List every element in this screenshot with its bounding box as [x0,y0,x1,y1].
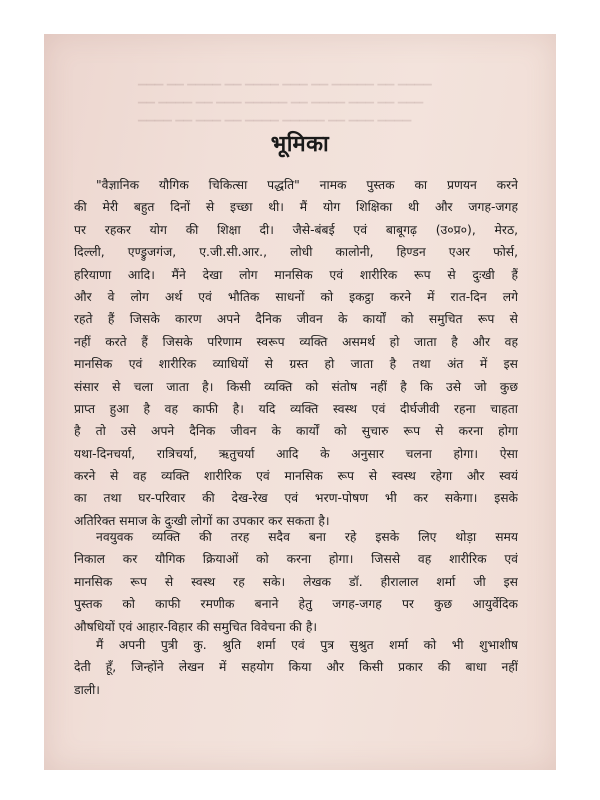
book-page [44,34,556,770]
text-line: निकाल कर यौगिक क्रियाओं को करना होगा। जिससे वह शारीरिक एवं [74,552,518,567]
text-line: संसार से चला जाता है। किसी व्यक्ति को संतोष नहीं है कि उसे जो कुछ [74,379,518,394]
paragraph-2 [74,526,518,638]
text-line: मैं अपनी पुत्री कु. श्रुति शर्मा एवं पुत्र सुश्रुत शर्मा को भी शुभाशीष [96,638,518,652]
text-line: नवयुवक व्यक्ति की तरह सदैव बना रहे इसके लिए थोड़ा समय [96,530,518,544]
text-line: औषधियों एवं आहार-विहार की समुचित विवेचना की है। [74,619,318,634]
text-line: देती हूँ, जिन्होंने लेखन में सहयोग किया और किसी प्रकार की बाधा नहीं [74,660,518,675]
text-line: करने से वह व्यक्ति शारीरिक एवं मानसिक रूप से स्वस्थ रहेगा और स्वयं [74,469,518,484]
page-title: भूमिका [270,132,330,157]
text-line: का तथा घर-परिवार की देख-रेख एवं भरण-पोषण भी कर सकेगा। इसके [74,491,518,506]
text-line: नहीं करते हैं जिसके परिणाम स्वरूप व्यक्ति असमर्थ हो जाता है और वह [74,334,518,349]
text-line: पर रहकर योग की शिक्षा दी। जैसे-बंबई एवं बाबूगढ़ (उ०प्र०), मेरठ, [74,222,518,237]
text-line: पुस्तक को काफी रमणीक बनाने हेतु जगह-जगह पर कुछ आयुर्वेदिक [74,597,518,612]
text-line: प्राप्त हुआ है वह काफी है। यदि व्यक्ति स्वस्थ एवं दीर्घजीवी रहना चाहता [74,401,518,416]
text-line: मानसिक रूप से स्वस्थ रह सके। लेखक डॉ. हीरालाल शर्मा जी इस [74,574,518,589]
text-line: यथा-दिनचर्या, रात्रिचर्या, ऋतुचर्या आदि के अनुसार चलना होगा। ऐसा [74,446,518,461]
text-line: रहते हैं जिसके कारण अपने दैनिक जीवन के कार्यों को समुचित रूप से [74,312,518,327]
paragraph-1 [74,174,518,532]
paragraph-3 [74,634,518,701]
text-line: है तो उसे अपने दैनिक जीवन के कार्यों को सुचारु रूप से करना होगा [74,424,518,439]
text-line: और वे लोग अर्थ एवं भौतिक साधनों को इकट्ठा करने में रात-दिन लगे [74,289,518,304]
text-line: हरियाणा आदि। मैंने देखा लोग मानसिक एवं शारीरिक रूप से दुःखी हैं [74,267,518,282]
text-line: मानसिक एवं शारीरिक व्याधियों से ग्रस्त हो जाता है तथा अंत में इस [74,357,518,372]
text-line: अतिरिक्त समाज के दुःखी लोगों का उपकार कर सकता है। [74,513,330,528]
text-line: की मेरी बहुत दिनों से इच्छा थी। मैं योग शिक्षिका थी और जगह-जगह [74,200,518,215]
bleed-through-texture: ▔▔▔ ▔▔ ▔▔▔▔ ▔▔ ▔▔▔▔ ▔▔▔ ▔▔ ▔▔▔▔▔ ▔▔ ▔▔▔▔ ▔▔ ▔▔▔▔ ▔▔ ▔▔▔ ▔▔▔▔▔ ▔▔ ▔▔▔▔ ▔▔▔ ▔▔ ▔▔▔ ▔▔▔▔ ▔▔ ▔▔▔ ▔▔ ▔▔▔▔ ▔▔▔▔▔ ▔▔ ▔▔▔ ▔▔▔▔ [138,84,432,133]
text-line: "वैज्ञानिक यौगिक चिकित्सा पद्धति" नामक पुस्तक का प्रणयन करने [96,178,518,192]
text-line: दिल्ली, एण्ड्रुजगंज, ए.जी.सी.आर., लोधी कालोनी, हिण्डन एअर फोर्स, [74,245,518,260]
text-line: डाली। [74,682,100,697]
